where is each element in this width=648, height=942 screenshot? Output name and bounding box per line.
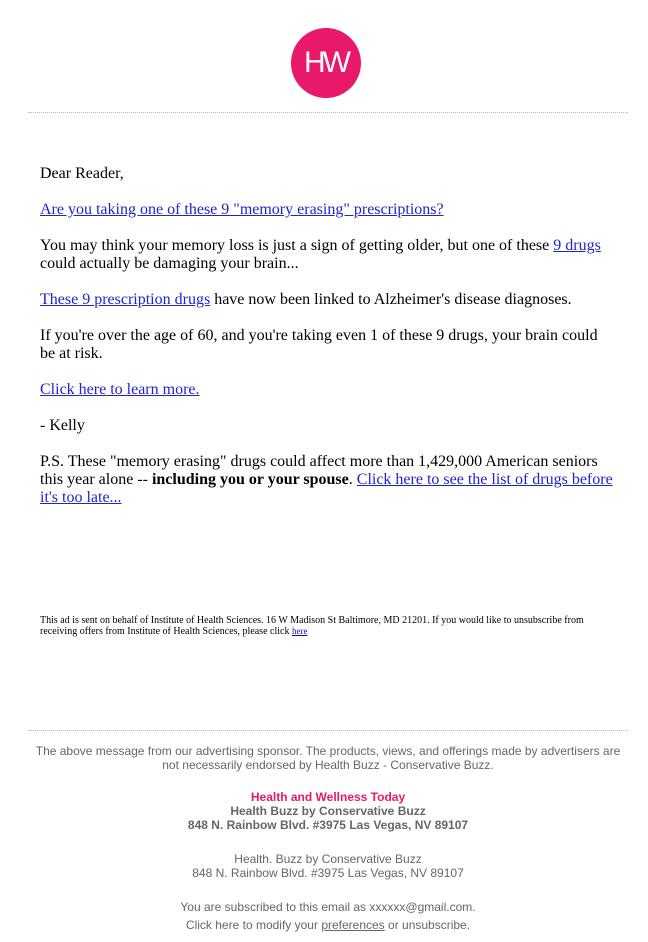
logo-container — [0, 28, 648, 98]
p1-text-after: could actually be damaging your brain... — [40, 255, 299, 272]
ps-text-before: P.S. These "memory erasing" drugs could affect more than 1,429,000 American seniors this year alone -- — [40, 453, 598, 488]
p1-text-before: You may think your memory loss is just a sign of getting older, but one of these — [40, 237, 554, 254]
email-body — [40, 165, 616, 525]
unsubscribe-here-link[interactable]: here — [291, 626, 308, 636]
drug-list-link[interactable]: Click here to see the list of drugs before it's too late... — [40, 471, 613, 506]
modify-text-before: Click here to modify your — [185, 918, 322, 932]
headline-link[interactable]: Are you taking one of these 9 "memory erasing" prescriptions? — [40, 201, 444, 218]
paragraph-1 — [40, 237, 616, 273]
nine-drugs-link[interactable]: 9 drugs — [553, 237, 601, 254]
advertiser-disclaimer: The above message from our advertising sponsor. The products, views, and offerings made by advertisers are not necessarily endorsed by Health Buzz - Conservative Buzz. — [35, 744, 621, 772]
prescription-drugs-link[interactable]: These 9 prescription drugs — [40, 291, 211, 308]
signature: - Kelly — [40, 417, 85, 434]
bottom-divider — [28, 730, 628, 731]
brand-logo: HW — [291, 28, 361, 98]
ps-text-mid: . — [348, 471, 357, 488]
paragraph-2 — [40, 291, 616, 309]
p2-text-after: have now been linked to Alzheimer's disease diagnoses. — [210, 291, 572, 308]
top-divider — [28, 112, 628, 113]
modify-preferences — [28, 918, 628, 932]
footer-brand: Health and Wellness Today — [250, 790, 406, 804]
learn-more-link[interactable]: Click here to learn more. — [40, 381, 200, 398]
footer-company-bold: Health Buzz by Conservative Buzz — [230, 804, 426, 818]
footer-address-bold: 848 N. Rainbow Blvd. #3975 Las Vegas, NV 89107 — [187, 818, 469, 832]
subscription-notice: You are subscribed to this email as xxxxxx@gmail.com. — [180, 900, 476, 914]
footer-company: Health. Buzz by Conservative Buzz — [234, 852, 422, 866]
footer — [28, 744, 628, 932]
fine-print-text: This ad is sent on behalf of Institute of Health Sciences. 16 W Madison St Baltimore, MD 21201. If you would like to unsubscribe from receiving offers from Institute of Health Sciences, please click — [40, 615, 584, 637]
preferences-link[interactable]: preferences — [321, 918, 385, 932]
greeting: Dear Reader, — [40, 165, 124, 182]
fine-print — [40, 615, 610, 637]
postscript — [40, 453, 616, 507]
footer-address: 848 N. Rainbow Blvd. #3975 Las Vegas, NV 89107 — [192, 866, 464, 880]
modify-text-after: or unsubscribe. — [384, 918, 471, 932]
headline-paragraph — [40, 201, 616, 219]
cta-paragraph — [40, 381, 616, 399]
ps-bold-text: including you or your spouse — [151, 471, 349, 488]
paragraph-3: If you're over the age of 60, and you're taking even 1 of these 9 drugs, your brain could be at risk. — [40, 327, 598, 362]
